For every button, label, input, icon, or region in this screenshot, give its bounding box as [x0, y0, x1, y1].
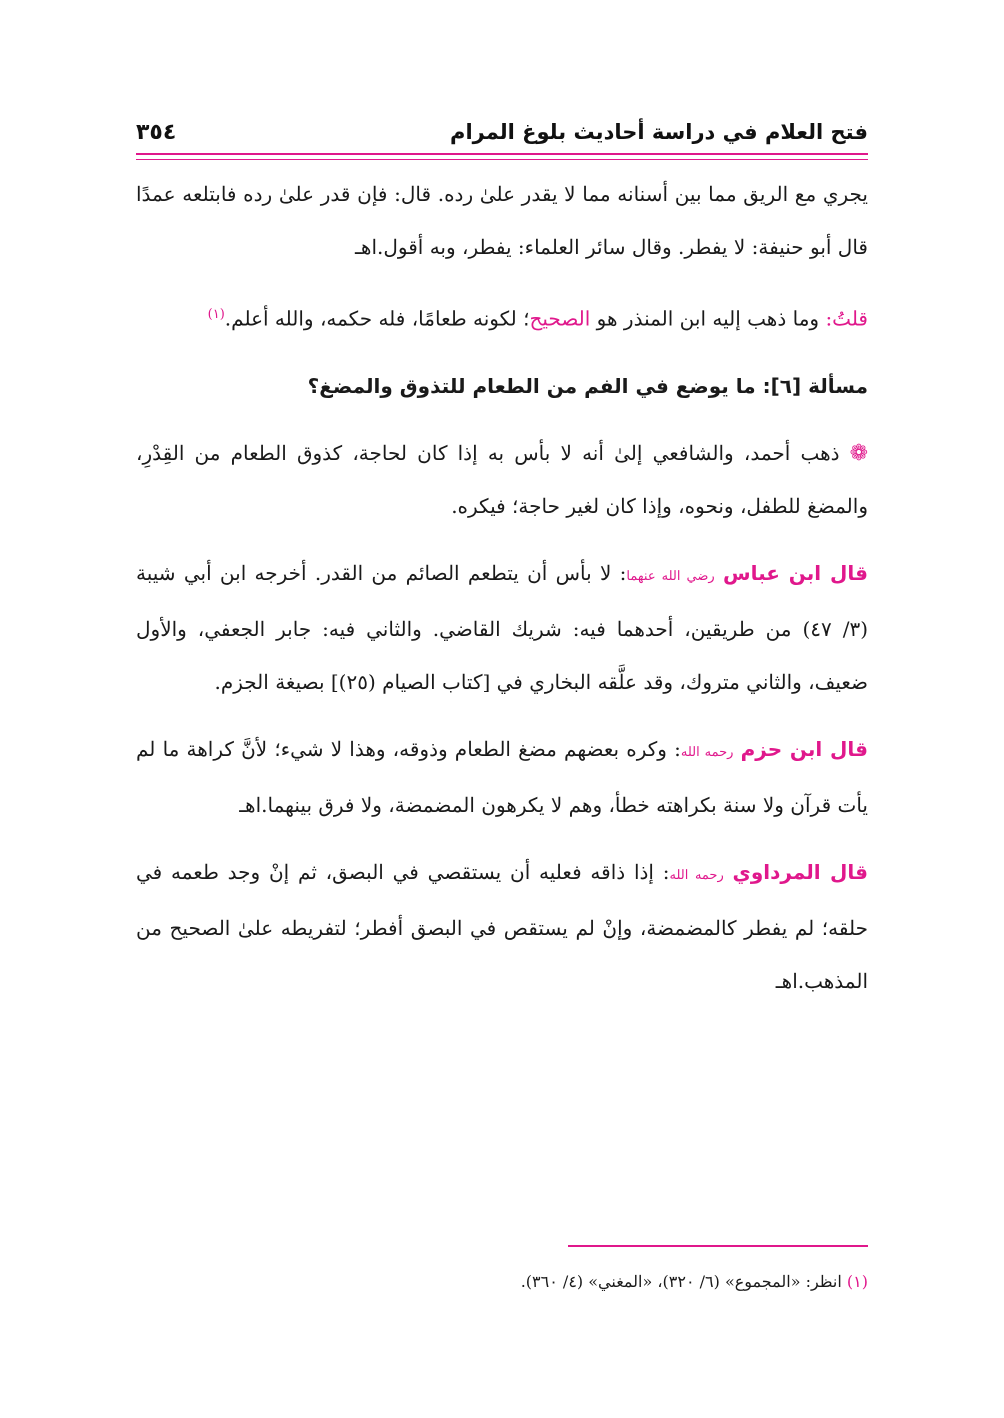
honorific-mardawi: رحمه الله: [669, 867, 724, 883]
speaker-ibn-hazm: قال ابن حزم: [740, 736, 869, 761]
flower-icon: ❁: [849, 440, 868, 466]
honorific-ibn-abbas: رضي الله عنهما: [626, 568, 715, 584]
body-text: [136, 168, 868, 1008]
footnote-text: انظر: «المجموع» (٦/ ٣٢٠)، «المغني» (٤/ ٣٦٠).: [520, 1272, 847, 1291]
page-header: [136, 112, 868, 152]
question-label: مسألة [٦]:: [762, 373, 868, 398]
page-number: ٣٥٤: [136, 119, 177, 145]
paragraph-5-text: : وكره بعضهم مضغ الطعام وذوقه، وهذا لا شيء؛ لأنَّ كراهة ما لم يأت قرآن ولا سنة بكراهته خطأ، وهم لا يكرهون المضمضة، ولا فرق بينهما.اهـ: [136, 736, 868, 817]
paragraph-1: [136, 168, 868, 274]
paragraph-6-text: : إذا ذاقه فعليه أن يستقصي في البصق، ثم إنْ وجد طعمه في حلقه؛ لم يفطر كالمضمضة، وإنْ لم يستقص في البصق أفطر؛ لتفريطه علىٰ الصحيح من المذهب.اهـ: [136, 859, 868, 993]
paragraph-2-text-a: وما ذهب إليه ابن المنذر هو: [590, 306, 826, 331]
footnote-marker[interactable]: (١): [207, 307, 225, 322]
speaker-ibn-abbas: قال ابن عباس: [722, 560, 868, 585]
qultu-label: قلتُ:: [825, 306, 868, 331]
paragraph-2-text-b: ؛ لكونه طعامًا، فله حكمه، والله أعلم.: [224, 306, 530, 331]
footnote-number: (١): [846, 1272, 868, 1291]
paragraph-2: [136, 288, 868, 346]
question-text: ما يوضع في الفم من الطعام للتذوق والمضغ؟: [307, 373, 763, 398]
paragraph-3: [136, 427, 868, 533]
footnote-rule: [568, 1245, 868, 1247]
paragraph-4-text: : لا بأس أن يتطعم الصائم من القدر. أخرجه ابن أبي شيبة (٣/ ٤٧) من طريقين، أحدهما فيه: شريك القاضي. والثاني فيه: جابر الجعفي، والأول ضعيف، والثاني متروك، وقد علَّقه البخاري في [كتاب الصيام (٢٥)] بصيغة الجزم.: [136, 560, 868, 694]
header-rule: [136, 153, 868, 155]
question-heading: [136, 360, 868, 413]
paragraph-6: [136, 846, 868, 1008]
paragraph-1-line-2: عمدًا قال أبو حنيفة: لا يفطر. وقال سائر العلماء: يفطر، وبه أقول.اهـ: [136, 182, 868, 259]
speaker-mardawi: قال المرداوي: [732, 859, 868, 884]
paragraph-1-line-1: يجري مع الريق مما بين أسنانه مما لا يقدر علىٰ رده. قال: فإن قدر علىٰ رده فابتلعه: [182, 182, 869, 206]
running-title: فتح العلام في دراسة أحاديث بلوغ المرام: [450, 120, 868, 144]
sahih-term: الصحيح: [529, 306, 591, 331]
footnote: [136, 1268, 868, 1296]
header-rule-thin: [136, 159, 868, 160]
paragraph-4: [136, 547, 868, 709]
honorific-ibn-hazm: رحمه الله: [680, 744, 734, 760]
paragraph-5: [136, 723, 868, 832]
paragraph-3-text: ذهب أحمد، والشافعي إلىٰ أنه لا بأس به إذا كان لحاجة، كذوق الطعام من القِدْرِ، والمضغ للطفل، ونحوه، وإذا كان لغير حاجة؛ فيكره.: [136, 440, 868, 518]
